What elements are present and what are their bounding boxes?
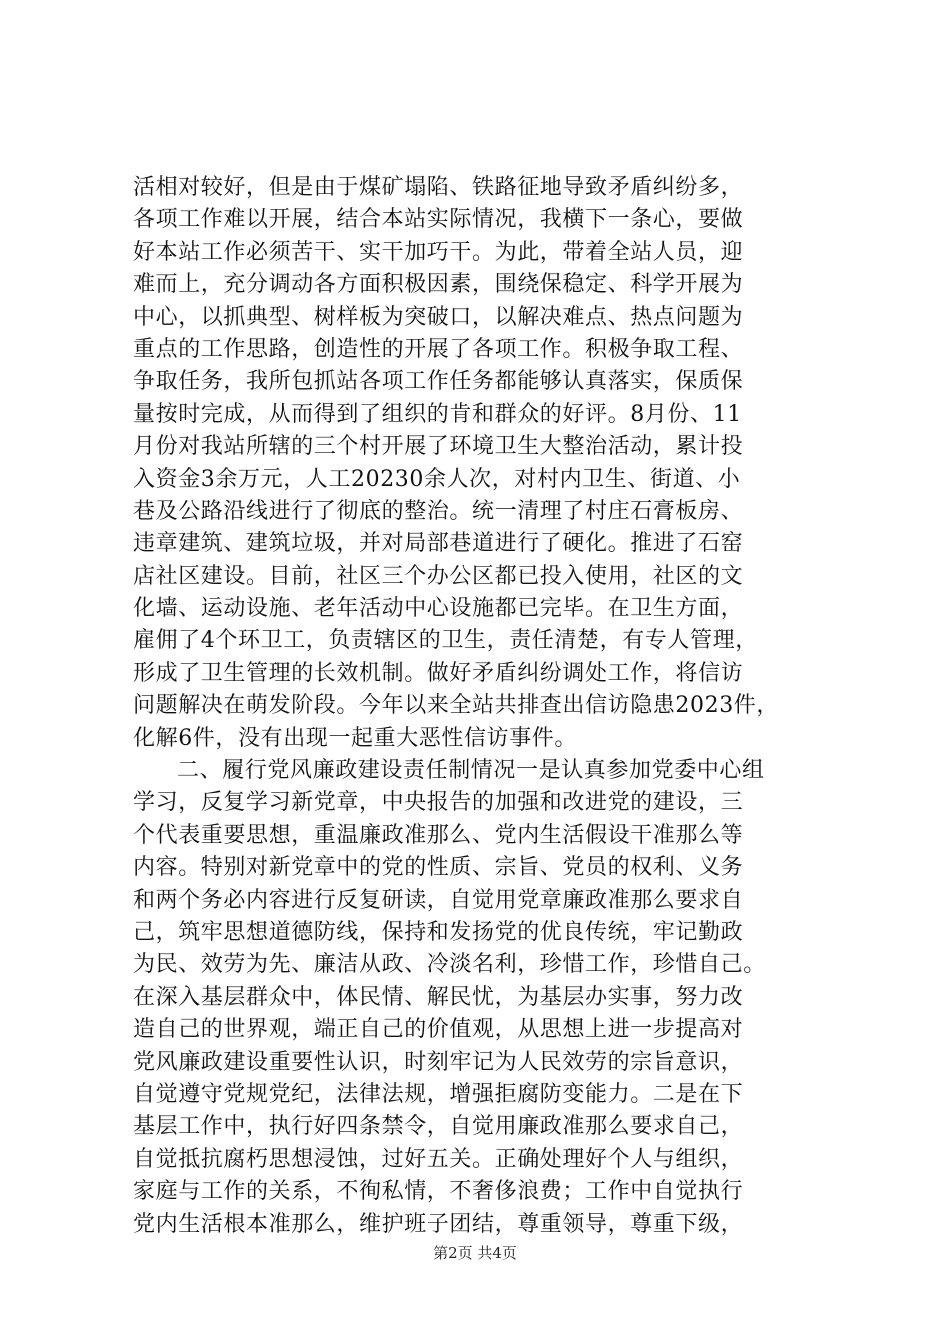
text-line: 基层工作中，执行好四条禁令，自觉用廉政准那么要求自己， [133,1114,744,1140]
text-line: 重点的工作思路，创造性的开展了各项工作。积极争取工程、 [133,336,744,362]
text-line: 自觉遵守党规党纪，法律法规，增强拒腐防变能力。二是在下 [133,1081,744,1107]
text-line: 各项工作难以开展，结合本站实际情况，我横下一条心，要做 [133,207,744,233]
text-line: 月份对我站所辖的三个村开展了环境卫生大整治活动，累计投 [133,434,744,460]
text-line: 巷及公路沿线进行了彻底的整治。统一清理了村庄石膏板房、 [133,498,744,524]
section-heading-line: 二、履行党风廉政建设责任制情况一是认真参加党委中心组 [177,758,765,784]
text-line: 化解6件，没有出现一起重大恶性信访事件。 [133,725,577,751]
text-line: 个代表重要思想，重温廉政准那么、党内生活假设干准那么等 [133,822,744,848]
text-line: 问题解决在萌发阶段。今年以来全站共排查出信访隐患2023件， [133,693,779,719]
text-line: 内容。特别对新党章中的党的性质、宗旨、党员的权利、义务 [133,855,744,881]
text-line: 造自己的世界观，端正自己的价值观，从思想上进一步提高对 [133,1017,744,1043]
text-line: 争取任务，我所包抓站各项工作任务都能够认真落实，保质保 [133,369,744,395]
text-line: 入资金3余万元，人工20230余人次，对村内卫生、街道、小 [133,466,741,492]
text-line: 活相对较好，但是由于煤矿塌陷、铁路征地导致矛盾纠纷多， [133,175,744,200]
text-line: 为民、效劳为先、廉洁从政、冷淡名利，珍惜工作，珍惜自己。 [133,952,766,978]
page-number-footer: 第2页 共4页 [433,1244,517,1262]
text-line: 自觉抵抗腐朽思想浸蚀，过好五关。正确处理好个人与组织， [133,1146,744,1172]
text-line: 形成了卫生管理的长效机制。做好矛盾纠纷调处工作，将信访 [133,660,744,686]
text-line: 和两个务必内容进行反复研读，自觉用党章廉政准那么要求自 [133,887,744,913]
text-line: 难而上，充分调动各方面积极因素，围绕保稳定、科学开展为 [133,272,744,298]
text-line: 己，筑牢思想道德防线，保持和发扬党的优良传统，牢记勤政 [133,919,744,945]
text-line: 违章建筑、建筑垃圾，并对局部巷道进行了硬化。推进了石窑 [133,531,744,557]
text-line: 党内生活根本准那么，维护班子团结，尊重领导，尊重下级， [133,1211,744,1237]
text-line: 量按时完成，从而得到了组织的肯和群众的好评。8月份、11 [133,401,742,427]
text-line: 雇佣了4个环卫工，负责辖区的卫生，责任清楚，有专人管理， [133,628,758,654]
text-line: 店社区建设。目前，社区三个办公区都已投入使用，社区的文 [133,563,744,589]
text-line: 家庭与工作的关系，不徇私情，不奢侈浪费；工作中自觉执行 [133,1179,744,1205]
text-line: 在深入基层群众中，体民情、解民忧，为基层办实事，努力改 [133,984,744,1010]
text-line: 好本站工作必须苦干、实干加巧干。为此，带着全站人员，迎 [133,239,744,265]
text-line: 党风廉政建设重要性认识，时刻牢记为人民效劳的宗旨意识， [133,1049,744,1075]
text-line: 学习，反复学习新党章，中央报告的加强和改进党的建设，三 [133,790,744,816]
text-line: 化墙、运动设施、老年活动中心设施都已完毕。在卫生方面， [133,596,744,622]
text-line: 中心，以抓典型、树样板为突破口，以解决难点、热点问题为 [133,304,744,330]
body-text [133,172,833,1241]
